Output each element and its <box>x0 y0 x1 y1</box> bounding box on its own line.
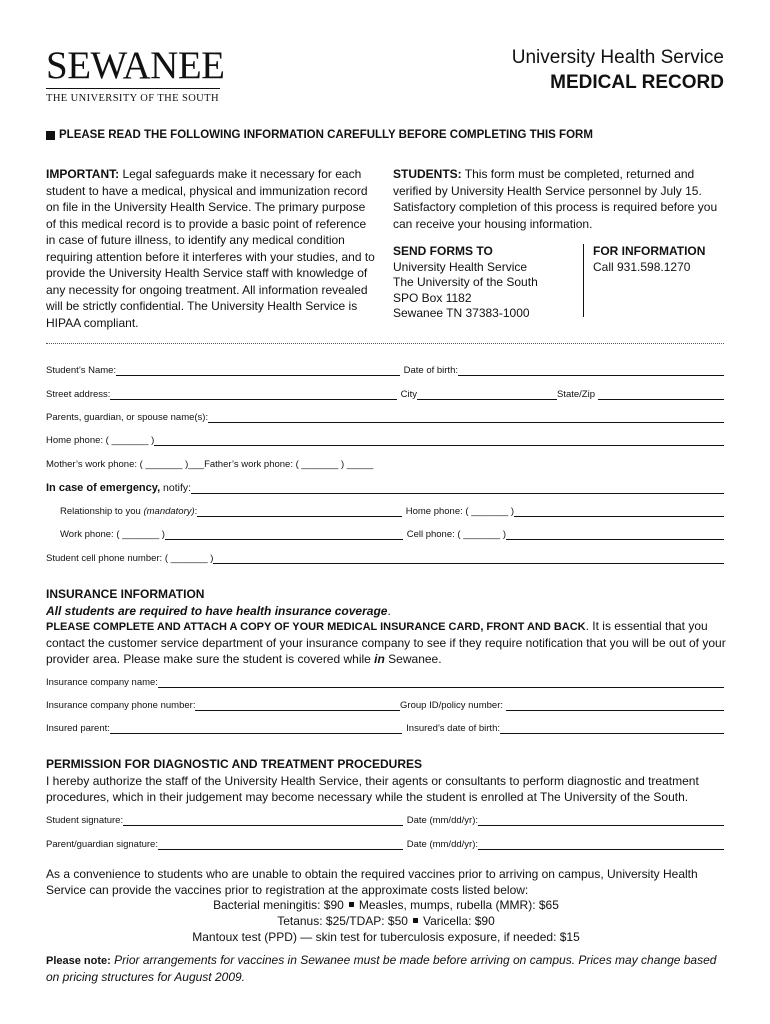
vaccine-line-1 <box>46 897 726 913</box>
for-information-title: FOR INFORMATION <box>593 244 706 258</box>
vaccine-meningitis: Bacterial meningitis: $90 <box>213 898 344 912</box>
emergency-home-phone-label: Home phone: ( _______ ) <box>405 506 514 517</box>
send-address-line: Sewanee TN 37383-1000 <box>393 306 530 320</box>
send-address-line: The University of the South <box>393 275 538 289</box>
parent-date-field[interactable] <box>478 839 724 850</box>
students-lead: STUDENTS: <box>393 167 462 181</box>
square-bullet-icon <box>349 902 354 907</box>
logo-wordmark: SEWANEE <box>46 44 225 87</box>
dob-field[interactable] <box>458 365 724 376</box>
work-phone-field[interactable] <box>165 529 403 540</box>
students-text: This form must be completed, returned and verified by University Health Service personnel by July 15. Satisfactory completion of this process is required before you can receive your housing information. <box>393 167 718 231</box>
logo-rule <box>46 88 220 89</box>
parents-label: Parents, guardian, or spouse name(s): <box>46 412 209 423</box>
insured-parent-row <box>46 720 724 734</box>
cell-phone-field[interactable] <box>506 529 724 540</box>
send-forms-title: SEND FORMS TO <box>393 244 493 258</box>
vaccines-intro: As a convenience to students who are unable to obtain the required vaccines prior to arriving on campus, University Health Service can provide the vaccines prior to registration at the approximate costs listed below: <box>46 867 698 897</box>
vaccine-line-2 <box>46 913 726 929</box>
insurance-phone-field[interactable] <box>195 700 400 711</box>
parent-signature-row <box>46 836 724 850</box>
insurance-instructions-text: . It is essential that you contact the customer service department of your insurance company to see if they require notification that you will be out of your provider area. Please make sure the student is covered while <box>46 619 726 666</box>
street-row <box>46 386 724 400</box>
relationship-colon: : <box>194 506 198 517</box>
parent-work-phone-label[interactable]: Mother’s work phone: ( _______ )___Father’s work phone: ( _______ ) _____ <box>46 459 374 470</box>
students-paragraph <box>393 166 723 232</box>
insured-parent-label: Insured parent: <box>46 723 110 734</box>
street-field[interactable] <box>110 389 396 400</box>
group-id-field[interactable] <box>506 700 724 711</box>
group-id-label: Group ID/policy number: <box>400 700 503 711</box>
form-header <box>512 47 724 94</box>
student-signature-field[interactable] <box>123 815 403 826</box>
student-signature-row <box>46 812 724 826</box>
insurance-instructions-end: Sewanee. <box>384 652 442 666</box>
header-department: University Health Service <box>511 47 724 68</box>
important-lead: IMPORTANT: <box>46 167 120 181</box>
student-name-row <box>46 362 724 376</box>
important-text: Legal safeguards make it necessary for each student to have a medical, physical and immunization record on file in the University Health Service. The primary purpose of this medical record is to provide a basic point of reference in case of future illness, to identify any medical condition requiring attention before it interferes with your studies, and to provide the University Health Service staff with knowledge of any necessity for ongoing treatment. All information revealed will be strictly confidential. The University Health Service is HIPAA compliant. <box>46 167 375 330</box>
insurance-company-label: Insurance company name: <box>46 677 158 688</box>
student-name-field[interactable] <box>116 365 400 376</box>
parent-work-phone-row <box>46 456 724 470</box>
student-date-label: Date (mm/dd/yr): <box>406 815 478 826</box>
work-phone-row <box>60 526 724 540</box>
insurance-phone-row <box>46 697 724 711</box>
parents-field[interactable] <box>208 412 724 423</box>
read-notice <box>46 129 593 141</box>
home-phone-row <box>46 432 724 446</box>
student-signature-label: Student signature: <box>46 815 124 826</box>
insured-dob-field[interactable] <box>500 723 724 734</box>
header-title: MEDICAL RECORD <box>550 72 724 93</box>
work-phone-label: Work phone: ( _______ ) <box>60 529 165 540</box>
square-bullet-icon <box>46 131 55 140</box>
insurance-required-text: All students are required to have health insurance coverage <box>46 604 388 618</box>
street-label: Street address: <box>46 389 111 400</box>
insured-parent-field[interactable] <box>110 723 402 734</box>
city-field[interactable] <box>417 389 557 400</box>
please-note-text: Prior arrangements for vaccines in Sewanee must be made before arriving on campus. Prices may change based on pricing structures for August 2009. <box>46 953 717 984</box>
home-phone-field[interactable] <box>154 435 724 446</box>
emergency-row <box>46 480 724 494</box>
student-cell-row <box>46 550 724 564</box>
attach-card-instruction: PLEASE COMPLETE AND ATTACH A COPY OF YOUR MEDICAL INSURANCE CARD, FRONT AND BACK <box>46 621 586 633</box>
vaccine-tetanus: Tetanus: $25/TDAP: $50 <box>277 914 408 928</box>
cell-phone-label: Cell phone: ( _______ ) <box>406 529 506 540</box>
in-emphasis: in <box>374 652 385 666</box>
parent-signature-label: Parent/guardian signature: <box>46 839 158 850</box>
student-date-field[interactable] <box>478 815 724 826</box>
home-phone-label: Home phone: ( _______ ) <box>46 435 155 446</box>
important-paragraph <box>46 166 376 331</box>
state-zip-field[interactable] <box>598 389 724 400</box>
vaccine-mmr: Measles, mumps, rubella (MMR): $65 <box>358 898 559 912</box>
insurance-required <box>46 603 726 619</box>
for-information-block <box>583 244 705 317</box>
insurance-phone-label: Insurance company phone number: <box>46 700 196 711</box>
relationship-field[interactable] <box>194 506 401 517</box>
notice-text: PLEASE READ THE FOLLOWING INFORMATION CAREFULLY BEFORE COMPLETING THIS FORM <box>59 129 593 141</box>
send-address-line: SPO Box 1182 <box>393 290 472 305</box>
parent-signature-field[interactable] <box>158 839 403 850</box>
relationship-label: Relationship to you <box>60 506 141 517</box>
insurance-instructions <box>46 618 726 667</box>
send-address-line: University Health Service <box>393 259 528 274</box>
parent-date-label: Date (mm/dd/yr): <box>406 839 478 850</box>
insurance-required-end: . <box>387 604 391 618</box>
city-label: City <box>400 389 417 400</box>
emergency-home-phone-field[interactable] <box>514 506 724 517</box>
permission-title: PERMISSION FOR DIAGNOSTIC AND TREATMENT PROCEDURES <box>46 757 423 771</box>
send-forms-block <box>393 244 538 322</box>
state-zip-label: State/Zip <box>556 389 595 400</box>
dotted-divider <box>46 343 724 344</box>
emergency-contact-field[interactable] <box>191 483 724 494</box>
insurance-company-field[interactable] <box>158 677 724 688</box>
vaccine-line-3: Mantoux test (PPD) — skin test for tuberculosis exposure, if needed: $15 <box>192 930 580 944</box>
logo-subtitle: THE UNIVERSITY OF THE SOUTH <box>46 93 219 104</box>
please-note <box>46 952 726 985</box>
emergency-notify-label: notify: <box>160 482 192 494</box>
mandatory-note: (mandatory) <box>143 506 195 517</box>
permission-text: I hereby authorize the staff of the University Health Service, their agents or consultants to perform diagnostic and treatment procedures, which in their judgement may become necessary while the student is enrolled at The University of the South. <box>46 774 699 804</box>
student-cell-field[interactable] <box>213 553 724 564</box>
parents-row <box>46 409 724 423</box>
vaccine-varicella: Varicella: $90 <box>422 914 495 928</box>
emergency-label: In case of emergency, <box>46 482 161 494</box>
for-information-phone: Call 931.598.1270 <box>593 259 691 274</box>
relationship-row <box>60 503 724 517</box>
insurance-title: INSURANCE INFORMATION <box>46 587 205 601</box>
student-cell-label: Student cell phone number: ( _______ ) <box>46 553 214 564</box>
insured-dob-label: Insured’s date of birth: <box>406 723 500 734</box>
insurance-company-row <box>46 674 724 688</box>
square-bullet-icon <box>413 918 418 923</box>
sewanee-logo <box>46 46 224 104</box>
student-name-label: Student’s Name: <box>46 365 117 376</box>
dob-label: Date of birth: <box>403 365 458 376</box>
please-note-lead: Please note: <box>46 955 111 967</box>
